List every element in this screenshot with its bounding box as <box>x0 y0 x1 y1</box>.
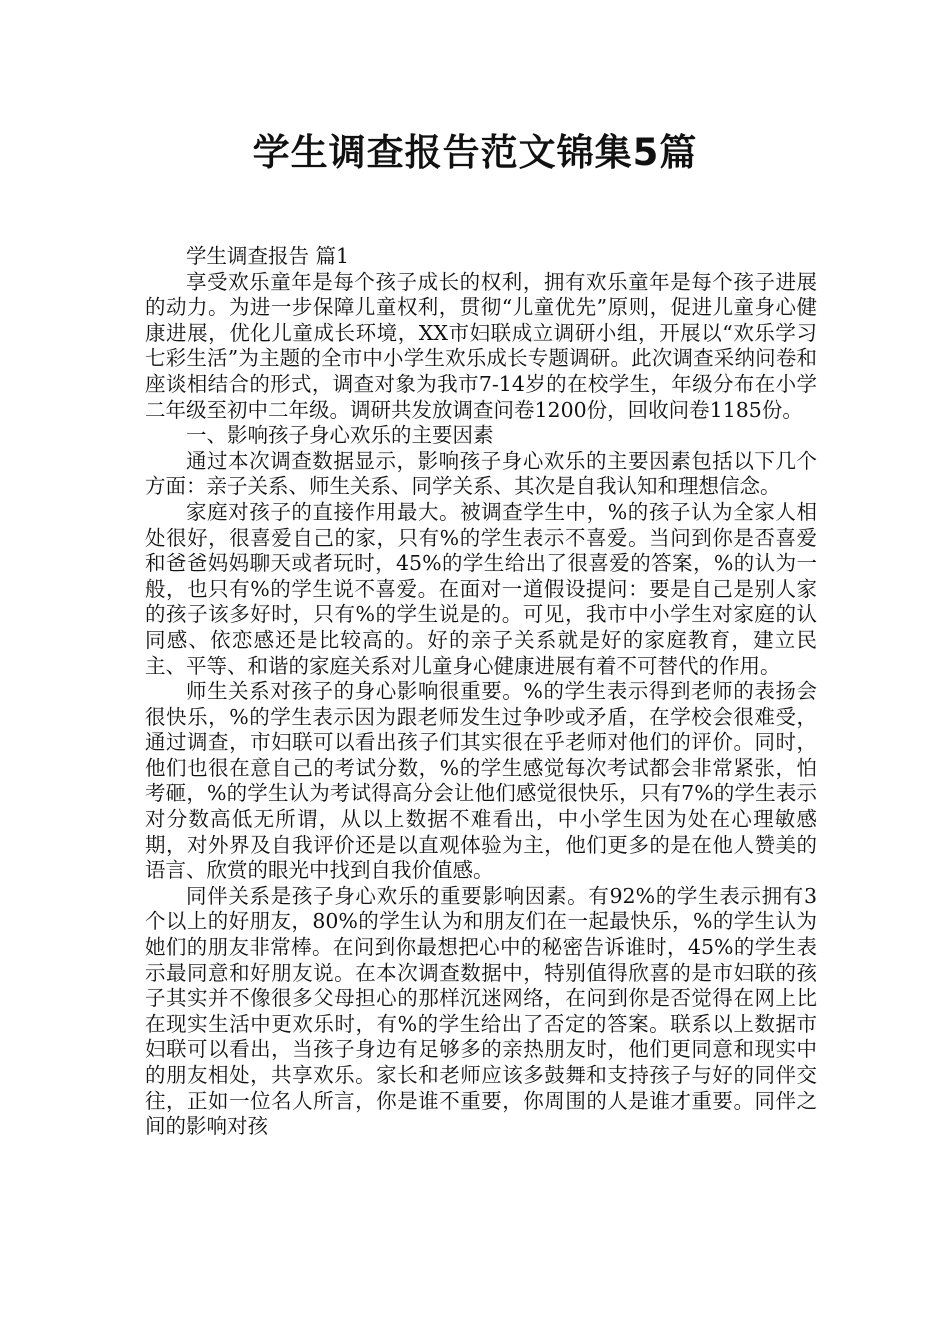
document-title: 学生调查报告范文锦集5篇 <box>252 131 698 174</box>
body-paragraph: 师生关系对孩子的身心影响很重要。%的学生表示得到老师的表扬会很快乐，%的学生表示因为跟老师发生过争吵或矛盾，在学校会很难受，通过调查，市妇联可以看出孩子们其实很在乎老师对他们的评价。同时，他们也很在意自己的考试分数，%的学生感觉每次考试都会非常紧张，怕考砸，%的学生认为考试得高分会让他们感觉很快乐，只有7%的学生表示对分数高低无所谓，从以上数据不难看出，中小学生因为处在心理敏感期，对外界及自我评价还是以直观体验为主，他们更多的是在他人赞美的语言、欣赏的眼光中找到自我价值感。 <box>145 679 817 883</box>
section-heading-main-factors: 一、影响孩子身心欢乐的主要因素 <box>186 423 494 448</box>
section-heading-report-1: 学生调查报告 篇1 <box>186 244 350 268</box>
body-paragraph: 家庭对孩子的直接作用最大。被调查学生中，%的孩子认为全家人相处很好，很喜爱自己的家，只有%的学生表示不喜爱。当问到你是否喜爱和爸爸妈妈聊天或者玩时，45%的学生给出了很喜爱的答案，%的认为一般，也只有%的学生说不喜爱。在面对一道假设提问：要是自己是别人家的孩子该多好时，只有%的学生说是的。可见，我市中小学生对家庭的认同感、依恋感还是比较高的。好的亲子关系就是好的家庭教育，建立民主、平等、和谐的家庭关系对儿童身心健康进展有着不可替代的作用。 <box>145 499 817 678</box>
body-paragraph: 通过本次调查数据显示，影响孩子身心欢乐的主要因素包括以下几个方面：亲子关系、师生关系、同学关系、其次是自我认知和理想信念。 <box>145 448 817 499</box>
body-paragraph: 享受欢乐童年是每个孩子成长的权利，拥有欢乐童年是每个孩子进展的动力。为进一步保障儿童权利，贯彻“儿童优先”原则，促进儿童身心健康进展，优化儿童成长环境，XX市妇联成立调研小组，开展以“欢乐学习 七彩生活”为主题的全市中小学生欢乐成长专题调研。此次调查采纳问卷和座谈相结合的形式，调查对象为我市7-14岁的在校学生，年级分布在小学二年级至初中二年级。调研共发放调查问卷1200份，回收问卷1185份。 <box>145 269 817 422</box>
body-paragraph: 同伴关系是孩子身心欢乐的重要影响因素。有92%的学生表示拥有3个以上的好朋友，80%的学生认为和朋友们在一起最快乐，%的学生认为她们的朋友非常棒。在问到你最想把心中的秘密告诉谁时，45%的学生表示最同意和好朋友说。在本次调查数据中，特别值得欣喜的是市妇联的孩子其实并不像很多父母担心的那样沉迷网络，在问到你是否觉得在网上比在现实生活中更欢乐时，有%的学生给出了否定的答案。联系以上数据市妇联可以看出，当孩子身边有足够多的亲热朋友时，他们更同意和现实中的朋友相处，共享欢乐。家长和老师应该多鼓舞和支持孩子与好的同伴交往，正如一位名人所言，你是谁不重要，你周围的人是谁才重要。同伴之间的影响对孩 <box>145 883 817 1139</box>
document-body <box>145 244 817 1140</box>
